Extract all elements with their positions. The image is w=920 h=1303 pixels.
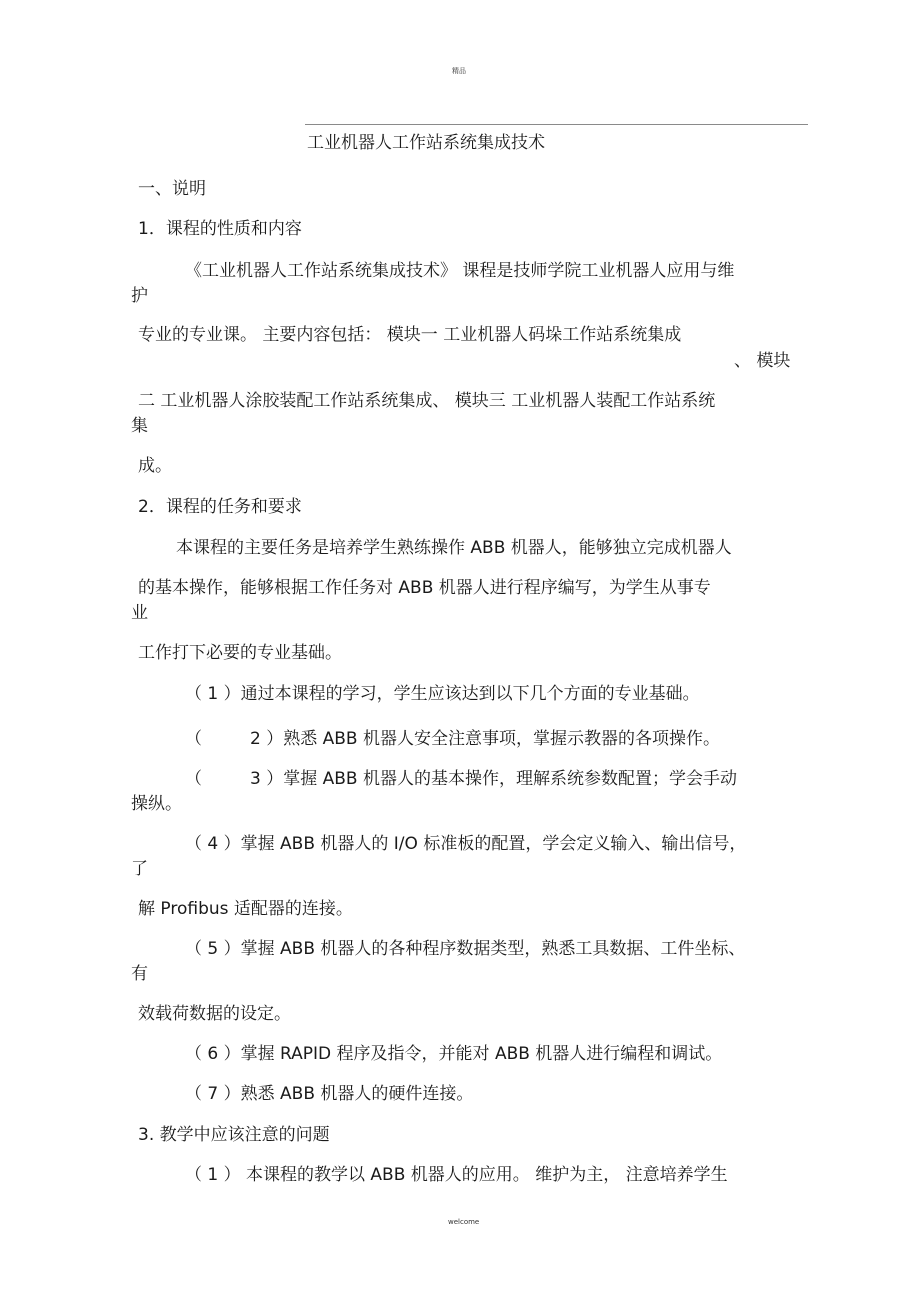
section-heading: 一、说明 (138, 179, 206, 199)
page-title: 工业机器人工作站系统集成技术 (307, 133, 545, 153)
paragraph-line: 《工业机器人工作站系统集成技术》 课程是技师学院工业机器人应用与维 (185, 261, 735, 281)
subsection-heading: 2．课程的任务和要求 (138, 497, 302, 517)
paragraph-line: 、 模块 (734, 351, 791, 371)
paragraph-line: 成。 (138, 456, 172, 476)
paragraph-line: 工作打下必要的专业基础。 (138, 643, 342, 663)
subsection-heading: 3. 教学中应该注意的问题 (138, 1125, 330, 1145)
list-item: 2 ）熟悉 ABB 机器人安全注意事项，掌握示教器的各项操作。 (250, 729, 720, 749)
list-item-continuation: 有 (131, 964, 148, 984)
footer-mark: welcome (448, 1218, 480, 1226)
list-item: （ 7 ）熟悉 ABB 机器人的硬件连接。 (185, 1084, 474, 1104)
list-item: （ 6 ）掌握 RAPID 程序及指令，并能对 ABB 机器人进行编程和调试。 (185, 1044, 723, 1064)
list-item: （ 5 ）掌握 ABB 机器人的各种程序数据类型，熟悉工具数据、工件坐标、 (185, 939, 746, 959)
paragraph-line: 业 (131, 603, 148, 623)
list-item: （ 1 ） 本课程的教学以 ABB 机器人的应用。 维护为主， 注意培养学生 (185, 1165, 728, 1185)
header-rule (305, 124, 808, 125)
paragraph-line: 集 (131, 416, 148, 436)
list-item-continuation: 效载荷数据的设定。 (138, 1004, 291, 1024)
header-mark: 精品 (452, 67, 466, 75)
paragraph-line: 专业的专业课。 主要内容包括： 模块一 工业机器人码垛工作站系统集成 (138, 325, 682, 345)
paragraph-line: 护 (131, 286, 148, 306)
list-item: （ 4 ）掌握 ABB 机器人的 I/O 标准板的配置，学会定义输入、输出信号， (185, 834, 747, 854)
list-item-continuation: 解 Profibus 适配器的连接。 (138, 899, 353, 919)
list-item-continuation: 了 (131, 859, 148, 879)
list-item-bracket: （ (185, 769, 202, 789)
list-item: （ 1 ）通过本课程的学习，学生应该达到以下几个方面的专业基础。 (185, 684, 700, 704)
paragraph-line: 二 工业机器人涂胶装配工作站系统集成、 模块三 工业机器人装配工作站系统 (138, 391, 716, 411)
list-item-bracket: （ (185, 729, 202, 749)
list-item: 3 ）掌握 ABB 机器人的基本操作，理解系统参数配置；学会手动 (250, 769, 737, 789)
list-item-continuation: 操纵。 (131, 794, 182, 814)
paragraph-line: 本课程的主要任务是培养学生熟练操作 ABB 机器人，能够独立完成机器人 (176, 538, 732, 558)
subsection-heading: 1．课程的性质和内容 (138, 219, 302, 239)
paragraph-line: 的基本操作，能够根据工作任务对 ABB 机器人进行程序编写，为学生从事专 (138, 578, 711, 598)
